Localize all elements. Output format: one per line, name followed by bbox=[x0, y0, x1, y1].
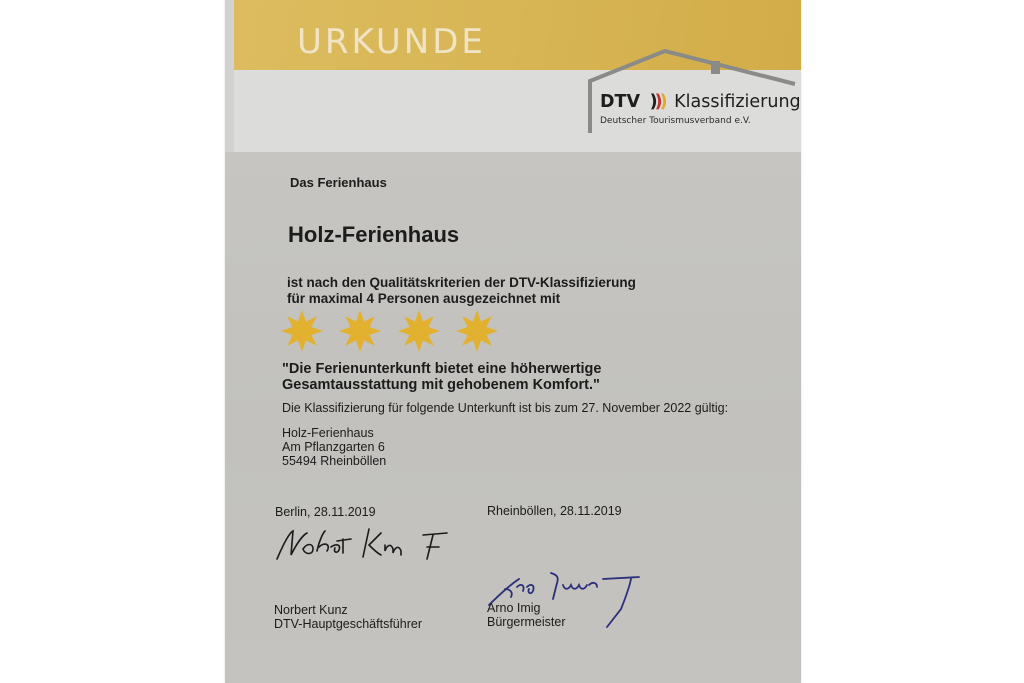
star-rating bbox=[280, 309, 520, 353]
validity-text: Die Klassifizierung für folgende Unterkunft ist bis zum 27. November 2022 gültig: bbox=[282, 401, 729, 415]
criteria-line-2: für maximal 4 Personen ausgezeichnet mit bbox=[287, 291, 561, 306]
address-line-1: Holz-Ferienhaus bbox=[282, 426, 374, 440]
address-line-3: 55494 Rheinböllen bbox=[282, 454, 387, 468]
star-icon bbox=[397, 309, 441, 353]
signatory-1-title: DTV-Hauptgeschäftsführer bbox=[274, 617, 422, 631]
criteria-text bbox=[287, 275, 636, 307]
signature-2-block bbox=[487, 601, 566, 629]
star-icon bbox=[280, 309, 324, 353]
banner-title: URKUNDE bbox=[297, 22, 486, 62]
signatory-2-name: Arno Imig bbox=[487, 601, 541, 615]
star-icon bbox=[455, 309, 499, 353]
signature-2-place-date: Rheinböllen, 28.11.2019 bbox=[487, 504, 622, 518]
signature-1-block bbox=[274, 603, 422, 631]
signatory-2-title: Bürgermeister bbox=[487, 615, 566, 629]
logo-title bbox=[600, 92, 801, 112]
rating-quote bbox=[282, 361, 601, 393]
property-name: Holz-Ferienhaus bbox=[288, 222, 460, 247]
address-line-2: Am Pflanzgarten 6 bbox=[282, 440, 385, 454]
dtv-logo bbox=[585, 48, 800, 138]
certificate-document bbox=[225, 0, 801, 683]
signature-1-handwriting bbox=[273, 525, 463, 565]
logo-subtitle: Deutscher Tourismusverband e.V. bbox=[600, 116, 751, 126]
logo-brand: DTV bbox=[600, 92, 641, 112]
signatory-1-name: Norbert Kunz bbox=[274, 603, 348, 617]
star-icon bbox=[338, 309, 382, 353]
dtv-chevron-icon: ))) bbox=[649, 92, 665, 112]
criteria-line-1: ist nach den Qualitätskriterien der DTV-Klassifizierung bbox=[287, 275, 636, 290]
property-address bbox=[282, 426, 386, 468]
signature-1-place-date: Berlin, 28.11.2019 bbox=[275, 505, 376, 519]
certificate-intro: Das Ferienhaus bbox=[290, 175, 387, 190]
quote-line-1: "Die Ferienunterkunft bietet eine höherwertige bbox=[282, 361, 602, 377]
logo-name: Klassifizierung bbox=[674, 92, 801, 112]
quote-line-2: Gesamtausstattung mit gehobenem Komfort." bbox=[282, 377, 600, 393]
